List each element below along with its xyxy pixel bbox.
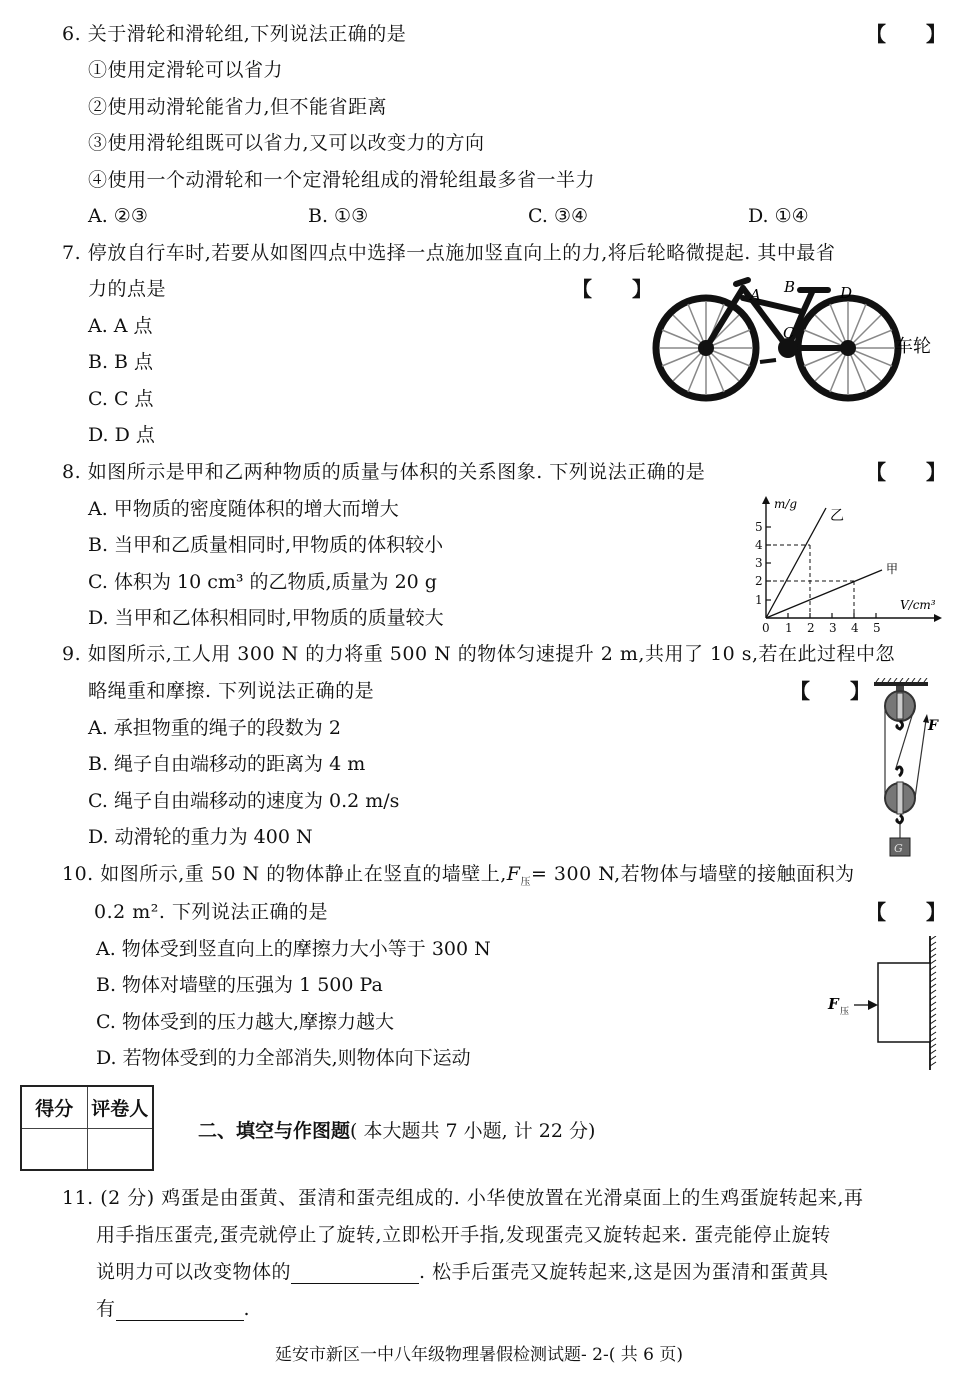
q8-option-b[interactable]: B. 当甲和乙质量相同时,甲物质的体积较小 <box>88 534 444 556</box>
series-jia-line <box>766 570 882 618</box>
q11-text-3b: . 松手后蛋壳又旋转起来,这是因为蛋清和蛋黄具 <box>419 1261 829 1283</box>
q10-option-d[interactable]: D. 若物体受到的力全部消失,则物体向下运动 <box>96 1047 471 1069</box>
section-title <box>198 1116 595 1143</box>
bicycle-figure <box>648 276 948 416</box>
q7-option-d[interactable]: D. D 点 <box>88 424 155 446</box>
q8-answer-bracket[interactable]: 【 】 <box>866 460 946 484</box>
x-axis-label: V/cm³ <box>900 598 936 612</box>
q9-option-d[interactable]: D. 动滑轮的重力为 400 N <box>88 826 313 848</box>
point-label-b: B <box>784 278 796 296</box>
q7-text: 停放自行车时,若要从如图四点中选择一点施加竖直向上的力,将后轮略微提起. 其中最省 <box>87 242 836 264</box>
q6-answer-bracket[interactable]: 【 】 <box>866 22 946 46</box>
q6-stem <box>62 22 406 46</box>
q10-stem-line2: 0.2 m². 下列说法正确的是 <box>94 901 328 923</box>
q11-text-4b: . <box>243 1298 251 1320</box>
q11-line1 <box>62 1186 863 1210</box>
q10-text-b: = 300 N,若物体与墙壁的接触面积为 <box>530 863 855 885</box>
svg-text:2: 2 <box>807 621 815 635</box>
q9-option-b[interactable]: B. 绳子自由端移动的距离为 4 m <box>88 753 366 775</box>
force-label: F <box>828 995 839 1013</box>
section-title-bold: 二、填空与作图题 <box>198 1120 351 1142</box>
q6-text: 关于滑轮和滑轮组,下列说法正确的是 <box>87 23 407 45</box>
q6-option-a[interactable]: A. ②③ <box>88 205 148 227</box>
q7-stem <box>62 241 835 265</box>
q11-line2: 用手指压蛋壳,蛋壳就停止了旋转,立即松开手指,发现蛋壳又旋转起来. 蛋壳能停止旋转 <box>96 1224 831 1246</box>
q11-blank-1[interactable] <box>291 1264 419 1284</box>
svg-text:1: 1 <box>755 593 763 607</box>
grader-header: 评卷人 <box>87 1086 153 1128</box>
q6-option-c[interactable]: C. ③④ <box>528 205 589 227</box>
point-label-a: A <box>750 286 761 304</box>
svg-text:4: 4 <box>851 621 859 635</box>
q9-text: 如图所示,工人用 300 N 的力将重 500 N 的物体匀速提升 2 m,共用了 10 s,若在此过程中忽 <box>87 643 896 665</box>
q10-answer-bracket[interactable]: 【 】 <box>866 900 946 924</box>
mass-volume-chart <box>752 494 942 636</box>
block <box>878 963 930 1042</box>
q9-option-c[interactable]: C. 绳子自由端移动的速度为 0.2 m/s <box>88 790 400 812</box>
force-arrow-icon <box>868 1000 878 1010</box>
q11-line4 <box>96 1297 250 1321</box>
q6-statement-2: ②使用动滑轮能省力,但不能省距离 <box>88 96 388 118</box>
q7-option-c[interactable]: C. C 点 <box>88 388 154 410</box>
q6-option-d[interactable]: D. ①④ <box>748 205 809 227</box>
svg-text:0: 0 <box>762 621 770 635</box>
wall-block-figure <box>818 936 943 1072</box>
wheel-label: 车轮 <box>895 336 931 357</box>
q6-number: 6. <box>62 23 82 45</box>
svg-text:5: 5 <box>755 520 763 534</box>
q8-stem <box>62 460 705 484</box>
q10-option-a[interactable]: A. 物体受到竖直向上的摩擦力大小等于 300 N <box>96 938 491 960</box>
y-axis-arrow-icon <box>762 496 770 504</box>
q7-stem-line2: 力的点是 <box>88 278 167 300</box>
series-jia-label: 甲 <box>886 562 899 576</box>
svg-text:2: 2 <box>755 574 763 588</box>
chart-guides <box>766 545 854 618</box>
q10-number: 10. <box>62 863 94 885</box>
bicycle-frame <box>706 280 848 348</box>
svg-text:5: 5 <box>873 621 881 635</box>
force-label-f: F <box>928 718 938 734</box>
q10-text-a: 如图所示,重 50 N 的物体静止在竖直的墙壁上, <box>100 863 507 885</box>
q7-option-a[interactable]: A. A 点 <box>88 315 153 337</box>
q11-text-3a: 说明力可以改变物体的 <box>96 1261 292 1283</box>
q8-option-c[interactable]: C. 体积为 10 cm³ 的乙物质,质量为 20 g <box>88 571 437 593</box>
series-yi-line <box>766 508 826 618</box>
q8-number: 8. <box>62 461 82 483</box>
weight-label-g: G <box>894 842 903 855</box>
q10-force-subscript: 压 <box>520 876 531 888</box>
q8-text: 如图所示是甲和乙两种物质的质量与体积的关系图象. 下列说法正确的是 <box>87 461 706 483</box>
q10-force-symbol: F <box>506 863 521 885</box>
score-cell[interactable] <box>21 1128 87 1170</box>
q6-statement-1: ①使用定滑轮可以省力 <box>88 59 284 81</box>
q7-number: 7. <box>62 242 82 264</box>
q9-stem-line2: 略绳重和摩擦. 下列说法正确的是 <box>88 680 375 702</box>
page-footer: 延安市新区一中八年级物理暑假检测试题- 2-( 共 6 页) <box>275 1345 683 1365</box>
q9-answer-bracket[interactable]: 【 】 <box>790 679 870 703</box>
q11-line3 <box>96 1260 829 1284</box>
point-label-c: C <box>783 324 795 342</box>
point-label-d: D <box>840 284 853 302</box>
q8-option-a[interactable]: A. 甲物质的密度随体积的增大而增大 <box>88 498 399 520</box>
grader-cell[interactable] <box>87 1128 153 1170</box>
q11-blank-2[interactable] <box>116 1301 244 1321</box>
q6-option-b[interactable]: B. ①③ <box>308 205 369 227</box>
q10-option-c[interactable]: C. 物体受到的压力越大,摩擦力越大 <box>96 1011 394 1033</box>
q6-statement-3: ③使用滑轮组既可以省力,又可以改变力的方向 <box>88 132 485 154</box>
q9-number: 9. <box>62 643 82 665</box>
q6-statement-4: ④使用一个动滑轮和一个定滑轮组成的滑轮组最多省一半力 <box>88 169 596 191</box>
q8-option-d[interactable]: D. 当甲和乙体积相同时,甲物质的质量较大 <box>88 607 444 629</box>
q9-stem <box>62 642 895 666</box>
q11-text-4a: 有 <box>96 1298 116 1320</box>
q9-option-a[interactable]: A. 承担物重的绳子的段数为 2 <box>88 717 341 739</box>
pulley-figure <box>868 678 948 860</box>
section-title-rest: ( 本大题共 7 小题, 计 22 分) <box>350 1120 596 1142</box>
score-table <box>20 1085 154 1171</box>
force-label-sub: 压 <box>840 1007 850 1017</box>
q7-answer-bracket[interactable]: 【 】 <box>572 277 652 301</box>
q7-option-b[interactable]: B. B 点 <box>88 351 154 373</box>
x-axis-arrow-icon <box>934 614 942 622</box>
score-header: 得分 <box>21 1086 87 1128</box>
q11-number: 11. <box>62 1187 94 1209</box>
q11-text-1: (2 分) 鸡蛋是由蛋黄、蛋清和蛋壳组成的. 小华使放置在光滑桌面上的生鸡蛋旋转起来,再 <box>100 1187 864 1209</box>
q10-stem <box>62 862 855 895</box>
y-axis-label: m/g <box>774 497 798 511</box>
q10-option-b[interactable]: B. 物体对墙壁的压强为 1 500 Pa <box>96 974 383 996</box>
svg-text:3: 3 <box>755 556 763 570</box>
series-yi-label: 乙 <box>830 508 844 524</box>
svg-text:1: 1 <box>785 621 793 635</box>
svg-text:4: 4 <box>755 538 763 552</box>
svg-text:3: 3 <box>829 621 837 635</box>
